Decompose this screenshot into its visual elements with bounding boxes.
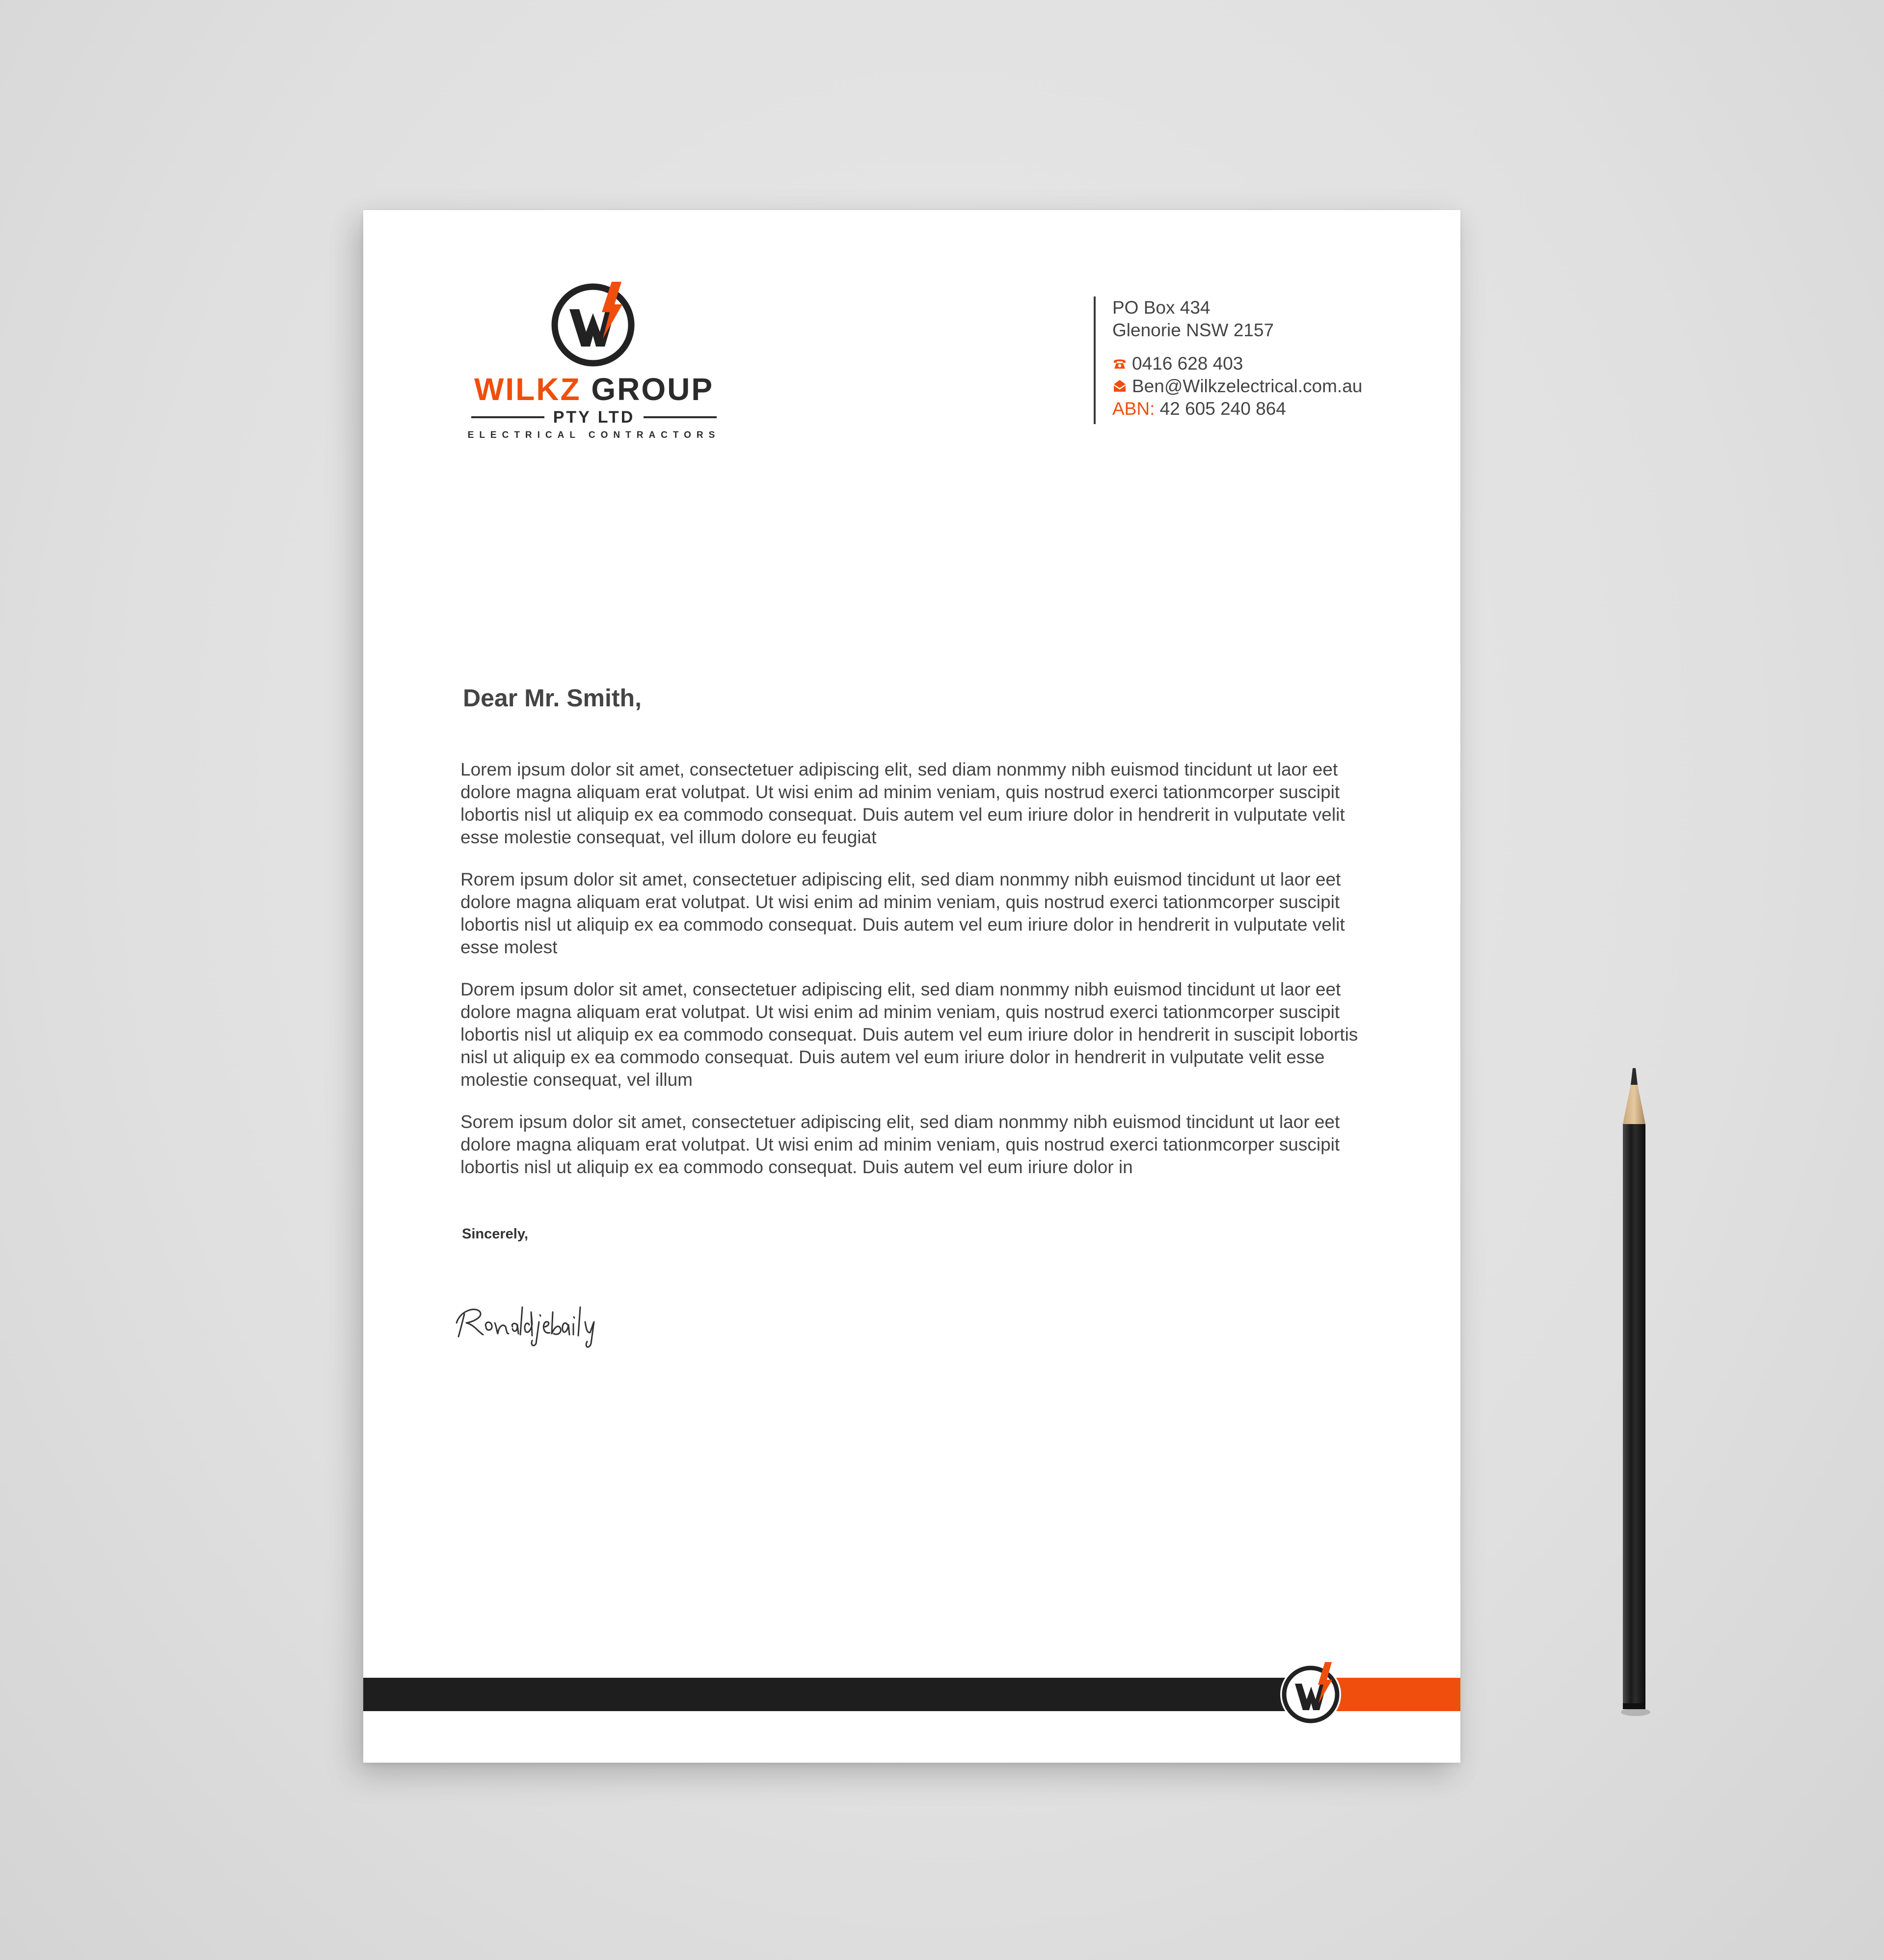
abn-value: 42 605 240 864	[1159, 399, 1286, 419]
company-tagline: ELECTRICAL CONTRACTORS	[467, 430, 721, 440]
phone-icon	[1112, 356, 1127, 371]
phone-number: 0416 628 403	[1132, 353, 1243, 374]
address-line-2: Glenorie NSW 2157	[1112, 320, 1274, 340]
divider	[644, 416, 717, 418]
abn-label: ABN:	[1112, 399, 1155, 419]
company-logo	[457, 274, 731, 441]
handwritten-signature	[452, 1292, 609, 1351]
company-name-part1: WILKZ	[474, 372, 581, 407]
company-suffix-row	[471, 407, 717, 427]
body-paragraph-4: Sorem ipsum dolor sit amet, consectetuer adipiscing elit, sed diam nonmmy nibh euismod tincidunt ut laor eet dolore magna aliquam erat volutpat. Ut wisi enim ad minim veniam, quis nostrud exerci tationmcorper suscipit lobortis nisl ut aliquip ex ea commodo consequat. Duis autem vel eum iriure dolor in	[460, 1112, 1340, 1177]
phone-line	[1112, 352, 1398, 375]
signature-drawing	[452, 1292, 609, 1351]
pencil-image	[1615, 1065, 1654, 1723]
letter-body	[460, 758, 1361, 1198]
envelope-icon	[1112, 378, 1127, 393]
company-name	[457, 372, 731, 406]
abn-line	[1112, 398, 1398, 420]
contact-details	[1094, 296, 1398, 424]
body-paragraph-2: Rorem ipsum dolor sit amet, consectetuer adipiscing elit, sed diam nonmmy nibh euismod tincidunt ut laor eet dolore magna aliquam erat volutpat. Ut wisi enim ad minim veniam, quis nostrud exerci tationmcorper suscipit lobortis nisl ut aliquip ex ea commodo consequat. Duis autem vel eum iriure dolor in hendrerit in vulputate velit esse molest	[460, 869, 1345, 957]
address-line-1: PO Box 434	[1112, 297, 1211, 318]
letter-salutation: Dear Mr. Smith,	[463, 684, 642, 712]
footer-lightning-bolt-w-logo-icon	[1277, 1658, 1346, 1727]
company-name-part2: GROUP	[591, 372, 714, 407]
email-line	[1112, 375, 1398, 398]
letterhead-paper	[363, 210, 1460, 1763]
company-suffix: PTY LTD	[553, 407, 635, 427]
letter-closing: Sincerely,	[462, 1226, 528, 1242]
lightning-bolt-w-logo-icon	[544, 274, 642, 372]
footer-dark-band	[363, 1678, 1293, 1711]
body-paragraph-1: Lorem ipsum dolor sit amet, consectetuer adipiscing elit, sed diam nonmmy nibh euismod tincidunt ut laor eet dolore magna aliquam erat volutpat. Ut wisi enim ad minim veniam, quis nostrud exerci tationmcorper suscipit lobortis nisl ut aliquip ex ea commodo consequat. Duis autem vel eum iriure dolor in hendrerit in vulputate velit esse molestie consequat, vel illum dolore eu feugiat	[460, 759, 1345, 847]
divider	[471, 416, 544, 418]
body-paragraph-3: Dorem ipsum dolor sit amet, consectetuer adipiscing elit, sed diam nonmmy nibh euismod tincidunt ut laor eet dolore magna aliquam erat volutpat. Ut wisi enim ad minim veniam, quis nostrud exerci tationmcorper suscipit lobortis nisl ut aliquip ex ea commodo consequat. Duis autem vel eum iriure dolor in hendrerit in suscipit lobortis nisl ut aliquip ex ea commodo consequat. Duis autem vel eum iriure dolor in hendrerit in vulputate velit esse molestie consequat, vel illum	[460, 979, 1358, 1090]
email-address: Ben@Wilkzelectrical.com.au	[1132, 376, 1363, 396]
